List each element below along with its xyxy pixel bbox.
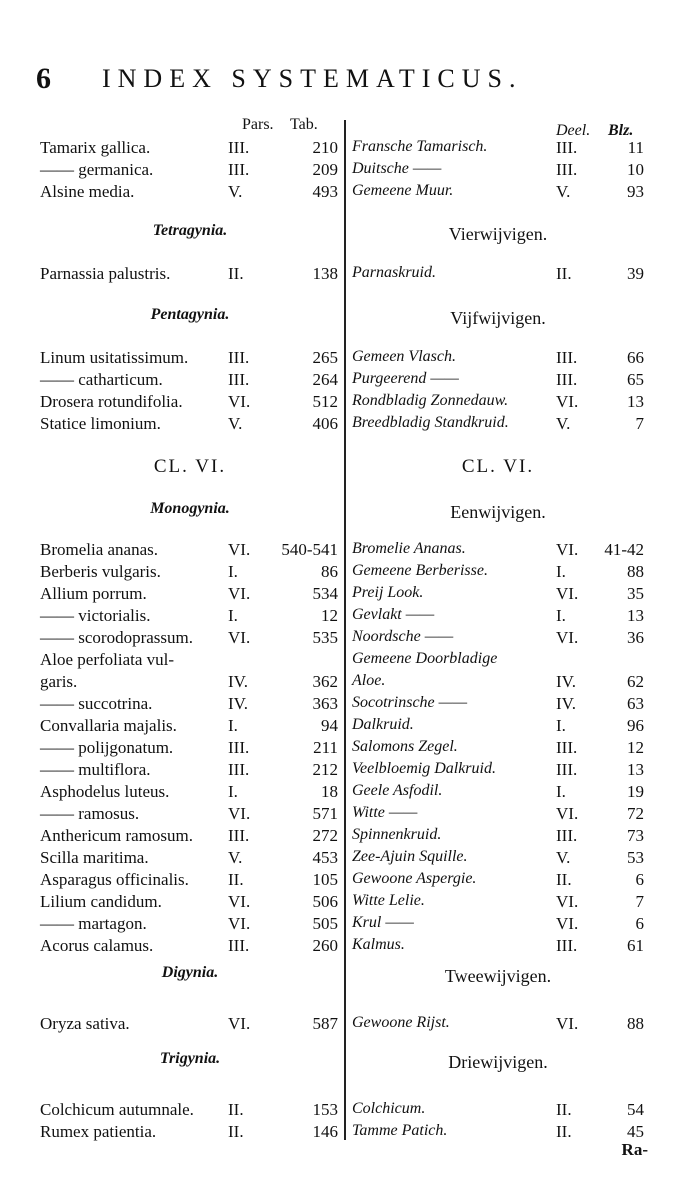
index-row xyxy=(0,606,682,628)
index-row xyxy=(0,760,682,782)
dutch-name: Gewoone Rijst. xyxy=(352,1014,450,1031)
dutch-name: Spinnenkruid. xyxy=(352,826,442,843)
pars-number: II. xyxy=(228,1122,244,1141)
latin-name: Linum usitatissimum. xyxy=(40,348,189,367)
page-ref: 88 xyxy=(627,1014,644,1033)
index-row xyxy=(0,628,682,650)
dutch-name: Breedbladig Standkruid. xyxy=(352,414,509,431)
tab-number: 493 xyxy=(312,182,338,201)
deel-number: II. xyxy=(556,1100,572,1119)
latin-name: Asparagus officinalis. xyxy=(40,870,189,889)
pars-number: III. xyxy=(228,160,250,179)
dutch-name: Krul —— xyxy=(352,914,414,931)
page-ref: 72 xyxy=(627,804,644,823)
deel-number: VI. xyxy=(556,584,579,603)
index-row xyxy=(0,650,682,672)
dutch-name: Bromelie Ananas. xyxy=(352,540,466,557)
index-row xyxy=(0,540,682,562)
pars-number: III. xyxy=(228,826,250,845)
tab-number: 146 xyxy=(312,1122,338,1141)
dutch-name: Parnaskruid. xyxy=(352,264,436,281)
deel-number: III. xyxy=(556,826,578,845)
tab-number: 105 xyxy=(312,870,338,889)
pars-number: V. xyxy=(228,848,243,867)
dutch-name: Gemeen Vlasch. xyxy=(352,348,456,365)
dutch-name: Tamme Patich. xyxy=(352,1122,448,1139)
dutch-name: Witte Lelie. xyxy=(352,892,425,909)
latin-name: Bromelia ananas. xyxy=(40,540,159,559)
index-row xyxy=(0,782,682,804)
tab-number: 362 xyxy=(312,672,338,691)
pars-number: I. xyxy=(228,716,238,735)
section-latin: Pentagynia. xyxy=(150,306,230,323)
dutch-name: Geele Asfodil. xyxy=(352,782,443,799)
index-row xyxy=(0,914,682,936)
dutch-name: Gemeene Muur. xyxy=(352,182,454,199)
index-row xyxy=(0,562,682,584)
tab-number: 209 xyxy=(312,160,338,179)
page-ref: 10 xyxy=(627,160,644,179)
page-ref: 53 xyxy=(627,848,644,867)
dutch-name: Salomons Zegel. xyxy=(352,738,458,755)
dutch-name: Purgeerend —— xyxy=(352,370,459,387)
dutch-name: Gemeene Doorbladige xyxy=(352,650,498,667)
deel-number: III. xyxy=(556,160,578,179)
tab-number: 210 xyxy=(312,138,338,157)
latin-name: Asphodelus luteus. xyxy=(40,782,170,801)
index-row xyxy=(0,936,682,958)
col-header-tab: Tab. xyxy=(290,116,318,133)
section-latin: Monogynia. xyxy=(150,500,230,517)
pars-number: III. xyxy=(228,760,250,779)
section-dutch: Tweewijvigen. xyxy=(444,966,552,986)
pars-number: VI. xyxy=(228,392,251,411)
dutch-name: Noordsche —— xyxy=(352,628,454,645)
page-ref: 12 xyxy=(627,738,644,757)
deel-number: VI. xyxy=(556,392,579,411)
deel-number: V. xyxy=(556,414,571,433)
tab-number: 535 xyxy=(312,628,338,647)
pars-number: IV. xyxy=(228,672,248,691)
page-ref: 39 xyxy=(627,264,644,283)
pars-number: II. xyxy=(228,264,244,283)
tab-number: 272 xyxy=(312,826,338,845)
dutch-name: Gemeene Berberisse. xyxy=(352,562,488,579)
tab-number: 260 xyxy=(312,936,338,955)
index-row xyxy=(0,1100,682,1122)
index-row xyxy=(0,716,682,738)
page-ref: 54 xyxy=(627,1100,644,1119)
dutch-name: Aloe. xyxy=(352,672,386,689)
section-latin: Digynia. xyxy=(161,964,219,981)
deel-number: II. xyxy=(556,1122,572,1141)
page-ref: 88 xyxy=(627,562,644,581)
tab-number: 264 xyxy=(312,370,338,389)
latin-name: Acorus calamus. xyxy=(40,936,154,955)
page-ref: 11 xyxy=(627,138,644,157)
col-header-blz: Blz. xyxy=(608,122,634,139)
dutch-name: Gevlakt —— xyxy=(352,606,435,623)
index-row xyxy=(0,738,682,760)
deel-number: I. xyxy=(556,716,566,735)
dutch-name: Witte —— xyxy=(352,804,418,821)
tab-number: 505 xyxy=(312,914,338,933)
tab-number: 540-541 xyxy=(281,540,338,559)
tab-number: 363 xyxy=(312,694,338,713)
pars-number: III. xyxy=(228,936,250,955)
latin-name: —— polijgonatum. xyxy=(40,738,174,757)
deel-number: I. xyxy=(556,562,566,581)
index-row xyxy=(0,672,682,694)
latin-name: Statice limonium. xyxy=(40,414,161,433)
pars-number: I. xyxy=(228,562,238,581)
index-row xyxy=(0,138,682,160)
latin-name: Convallaria majalis. xyxy=(40,716,177,735)
dutch-name: Duitsche —— xyxy=(352,160,442,177)
index-row xyxy=(0,264,682,286)
tab-number: 94 xyxy=(321,716,338,735)
deel-number: IV. xyxy=(556,672,576,691)
deel-number: II. xyxy=(556,264,572,283)
col-header-pars: Pars. xyxy=(242,116,274,133)
tab-number: 18 xyxy=(321,782,338,801)
dutch-name: Colchicum. xyxy=(352,1100,426,1117)
latin-name: —— multiflora. xyxy=(40,760,151,779)
deel-number: II. xyxy=(556,870,572,889)
pars-number: V. xyxy=(228,414,243,433)
pars-number: VI. xyxy=(228,892,251,911)
deel-number: III. xyxy=(556,138,578,157)
latin-name: —— succotrina. xyxy=(40,694,153,713)
latin-name: —— germanica. xyxy=(40,160,154,179)
pars-number: II. xyxy=(228,870,244,889)
page-ref: 13 xyxy=(627,760,644,779)
deel-number: III. xyxy=(556,760,578,779)
pars-number: VI. xyxy=(228,1014,251,1033)
index-row xyxy=(0,870,682,892)
pars-number: III. xyxy=(228,138,250,157)
latin-name: Allium porrum. xyxy=(40,584,147,603)
dutch-name: Socotrinsche —— xyxy=(352,694,468,711)
page-ref: 63 xyxy=(627,694,644,713)
latin-name: Berberis vulgaris. xyxy=(40,562,161,581)
latin-name: Parnassia palustris. xyxy=(40,264,171,283)
index-row xyxy=(0,370,682,392)
latin-name: Aloe perfoliata vul- xyxy=(40,650,175,669)
page-ref: 62 xyxy=(627,672,644,691)
deel-number: IV. xyxy=(556,694,576,713)
dutch-name: Gewoone Aspergie. xyxy=(352,870,477,887)
page-ref: 66 xyxy=(627,348,644,367)
page-ref: 6 xyxy=(635,870,644,889)
tab-number: 571 xyxy=(312,804,338,823)
deel-number: I. xyxy=(556,606,566,625)
page-number: 6 xyxy=(36,62,51,95)
section-latin: Tetragynia. xyxy=(152,222,228,239)
section-latin: Trigynia. xyxy=(159,1050,221,1067)
tab-number: 153 xyxy=(312,1100,338,1119)
tab-number: 265 xyxy=(312,348,338,367)
class-heading-right: CL. VI. xyxy=(461,456,535,477)
tab-number: 506 xyxy=(312,892,338,911)
pars-number: VI. xyxy=(228,914,251,933)
page-header xyxy=(36,62,596,102)
page-ref: 73 xyxy=(627,826,644,845)
section-dutch: Eenwijvigen. xyxy=(450,502,546,522)
index-row xyxy=(0,348,682,370)
deel-number: III. xyxy=(556,348,578,367)
col-header-deel: Deel. xyxy=(556,122,591,139)
dutch-name: Preij Look. xyxy=(352,584,424,601)
deel-number: V. xyxy=(556,182,571,201)
tab-number: 453 xyxy=(312,848,338,867)
latin-name: Rumex patientia. xyxy=(40,1122,157,1141)
latin-name: —— victorialis. xyxy=(40,606,151,625)
index-row xyxy=(0,826,682,848)
page-ref: 96 xyxy=(627,716,644,735)
tab-number: 138 xyxy=(312,264,338,283)
page-ref: 45 xyxy=(627,1122,644,1141)
tab-number: 534 xyxy=(312,584,338,603)
pars-number: IV. xyxy=(228,694,248,713)
index-row xyxy=(0,160,682,182)
deel-number: V. xyxy=(556,848,571,867)
index-row xyxy=(0,182,682,204)
index-row xyxy=(0,392,682,414)
index-row xyxy=(0,804,682,826)
latin-name: —— catharticum. xyxy=(40,370,163,389)
page-ref: 7 xyxy=(635,892,644,911)
tab-number: 512 xyxy=(312,392,338,411)
index-row xyxy=(0,1122,682,1144)
latin-name: Drosera rotundifolia. xyxy=(40,392,183,411)
pars-number: VI. xyxy=(228,804,251,823)
latin-name: Lilium candidum. xyxy=(40,892,162,911)
page-ref: 19 xyxy=(627,782,644,801)
pars-number: I. xyxy=(228,606,238,625)
deel-number: VI. xyxy=(556,1014,579,1033)
deel-number: III. xyxy=(556,936,578,955)
tab-number: 211 xyxy=(313,738,338,757)
latin-name: —— scorodoprassum. xyxy=(40,628,193,647)
dutch-name: Kalmus. xyxy=(352,936,405,953)
page-ref: 61 xyxy=(627,936,644,955)
page-ref: 35 xyxy=(627,584,644,603)
tab-number: 212 xyxy=(312,760,338,779)
page-ref: 7 xyxy=(635,414,644,433)
deel-number: VI. xyxy=(556,628,579,647)
latin-name: Alsine media. xyxy=(40,182,135,201)
page-ref: 13 xyxy=(627,392,644,411)
latin-name: —— ramosus. xyxy=(40,804,140,823)
section-dutch: Vijfwijvigen. xyxy=(450,308,546,328)
page-ref: 65 xyxy=(627,370,644,389)
deel-number: VI. xyxy=(556,892,579,911)
page-ref: 93 xyxy=(627,182,644,201)
deel-number: VI. xyxy=(556,804,579,823)
page-ref: 13 xyxy=(627,606,644,625)
pars-number: I. xyxy=(228,782,238,801)
page-ref: 41-42 xyxy=(604,540,644,559)
index-row xyxy=(0,694,682,716)
index-row xyxy=(0,892,682,914)
tab-number: 587 xyxy=(312,1014,338,1033)
pars-number: VI. xyxy=(228,540,251,559)
dutch-name: Rondbladig Zonnedauw. xyxy=(352,392,509,409)
deel-number: VI. xyxy=(556,540,579,559)
latin-name: Tamarix gallica. xyxy=(40,138,151,157)
latin-name: Anthericum ramosum. xyxy=(40,826,193,845)
pars-number: V. xyxy=(228,182,243,201)
dutch-name: Dalkruid. xyxy=(352,716,414,733)
section-dutch: Driewijvigen. xyxy=(448,1052,548,1072)
tab-number: 406 xyxy=(312,414,338,433)
index-row xyxy=(0,1014,682,1036)
pars-number: VI. xyxy=(228,628,251,647)
pars-number: III. xyxy=(228,738,250,757)
dutch-name: Veelbloemig Dalkruid. xyxy=(352,760,496,777)
dutch-name: Zee-Ajuin Squille. xyxy=(352,848,468,865)
index-row xyxy=(0,584,682,606)
pars-number: II. xyxy=(228,1100,244,1119)
latin-name: Colchicum autumnale. xyxy=(40,1100,194,1119)
pars-number: III. xyxy=(228,370,250,389)
tab-number: 86 xyxy=(321,562,338,581)
deel-number: III. xyxy=(556,370,578,389)
deel-number: III. xyxy=(556,738,578,757)
section-dutch: Vierwijvigen. xyxy=(448,224,548,244)
deel-number: VI. xyxy=(556,914,579,933)
latin-name: Oryza sativa. xyxy=(40,1014,130,1033)
page-ref: 36 xyxy=(627,628,644,647)
tab-number: 12 xyxy=(321,606,338,625)
dutch-name: Fransche Tamarisch. xyxy=(352,138,488,155)
deel-number: I. xyxy=(556,782,566,801)
latin-name: garis. xyxy=(40,672,78,691)
pars-number: III. xyxy=(228,348,250,367)
page-ref: 6 xyxy=(635,914,644,933)
running-title: INDEX SYSTEMATICUS. xyxy=(102,64,523,93)
class-heading-left: CL. VI. xyxy=(153,456,227,477)
index-row xyxy=(0,848,682,870)
index-row xyxy=(0,414,682,436)
pars-number: VI. xyxy=(228,584,251,603)
catchword: Ra- xyxy=(621,1140,648,1159)
latin-name: —— martagon. xyxy=(40,914,147,933)
latin-name: Scilla maritima. xyxy=(40,848,149,867)
